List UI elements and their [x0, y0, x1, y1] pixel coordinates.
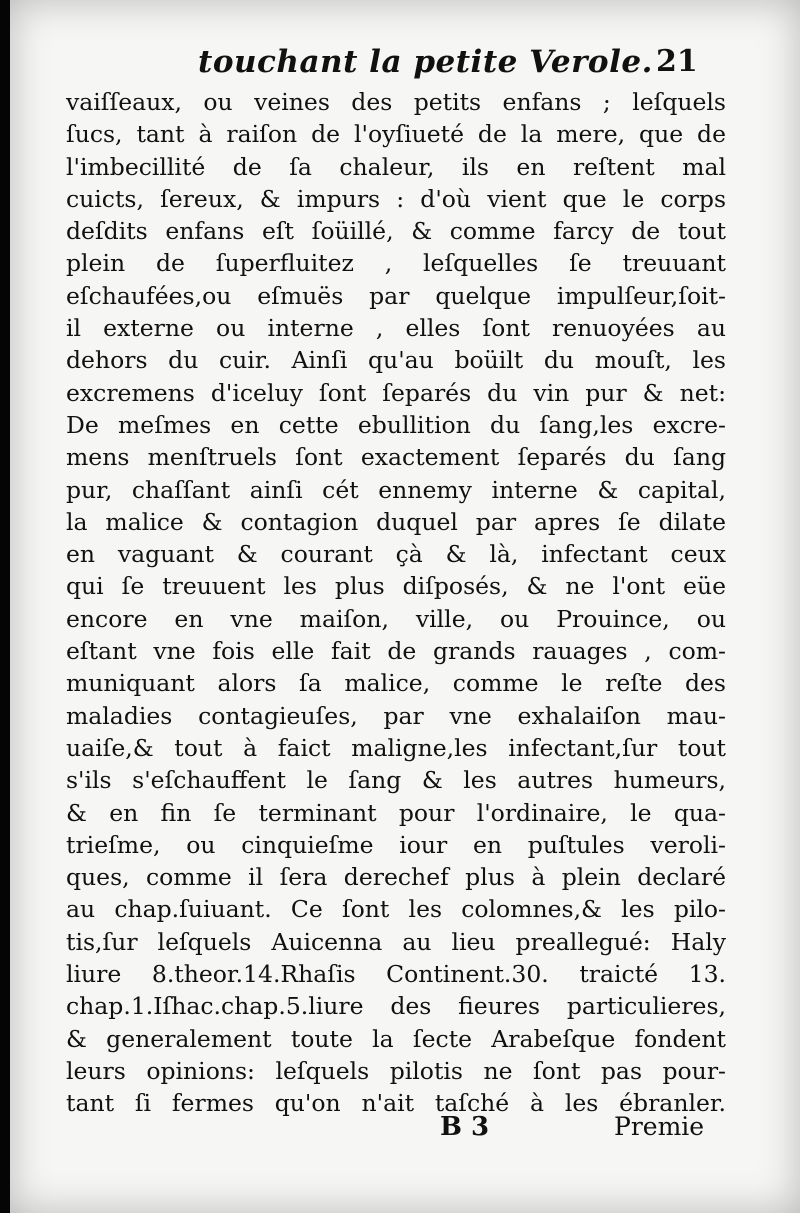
text-line: qui ſe treuuent les plus diſposés, & ne l'ont eüe — [66, 572, 726, 601]
text-line: eſtant vne fois elle fait de grands rauages , com- — [66, 637, 726, 666]
text-line: De meſmes en cette ebullition du ſang,les excre- — [66, 410, 726, 439]
text-line: au chap.ſuiuant. Ce ſont les colomnes,& les pilo- — [66, 895, 726, 924]
text-line: maladies contagieuſes, par vne exhalaiſon mau- — [66, 701, 726, 730]
text-line: l'imbecillité de ſa chaleur, ils en reſtent mal — [66, 152, 726, 181]
page-number: 21 — [656, 44, 698, 79]
text-line: eſchaufées,ou eſmuës par quelque impulſeur,ſoit- — [66, 281, 726, 310]
text-line: tant ſi fermes qu'on n'ait taſché à les ébranler. — [66, 1089, 726, 1118]
text-line: chap.1.Iſhac.chap.5.liure des fieures particulieres, — [66, 992, 726, 1021]
text-line: mens menſtruels ſont exactement ſeparés du ſang — [66, 443, 726, 472]
text-line: tis,ſur leſquels Auicenna au lieu preallegué: Haly — [66, 927, 726, 956]
text-line: s'ils s'eſchauffent le ſang & les autres humeurs, — [66, 766, 726, 795]
text-line: trieſme, ou cinquieſme iour en puſtules veroli- — [66, 830, 726, 859]
text-line: pur, chaſſant ainſi cét ennemy interne & capital, — [66, 475, 726, 504]
text-line: plein de ſuperfluitez , leſquelles ſe treuuant — [66, 249, 726, 278]
book-page — [10, 0, 800, 1213]
text-line: & generalement toute la ſecte Arabeſque fondent — [66, 1024, 726, 1053]
text-line: vaiſſeaux, ou veines des petits enfans ; leſquels — [66, 88, 726, 116]
text-line: dehors du cuir. Ainſi qu'au boüilt du mouſt, les — [66, 346, 726, 375]
text-line: cuicts, ſereux, & impurs : d'où vient que le corps — [66, 184, 726, 213]
text-line: & en fin ſe terminant pour l'ordinaire, le qua- — [66, 798, 726, 827]
running-title: touchant la petite Verole. — [198, 44, 653, 80]
catchword: Premie — [614, 1112, 705, 1141]
text-line: uaiſe,& tout à faict maligne,les infectant,ſur tout — [66, 733, 726, 762]
text-line: muniquant alors ſa malice, comme le reſte des — [66, 669, 726, 698]
text-line: liure 8.theor.14.Rhaſis Continent.30. traicté 13. — [66, 960, 726, 989]
text-line: encore en vne maiſon, ville, ou Prouince, ou — [66, 604, 726, 633]
text-line: excremens d'iceluy ſont ſeparés du vin pur & net: — [66, 378, 726, 407]
text-line: ques, comme il ſera derechef plus à plein declaré — [66, 863, 726, 892]
page-footer — [10, 1112, 800, 1152]
text-line: deſdits enfans eſt ſoüillé, & comme farcy de tout — [66, 217, 726, 246]
body-text — [66, 86, 726, 1120]
signature-mark: B 3 — [440, 1112, 490, 1142]
text-line: la malice & contagion duquel par apres ſe dilate — [66, 507, 726, 536]
text-line: leurs opinions: leſquels pilotis ne ſont pas pour- — [66, 1056, 726, 1085]
text-line: en vaguant & courant çà & là, infectant ceux — [66, 540, 726, 569]
text-line: il externe ou interne , elles ſont renuoyées au — [66, 314, 726, 343]
text-line: ſucs, tant à raiſon de l'oyſiueté de la mere, que de — [66, 120, 726, 149]
